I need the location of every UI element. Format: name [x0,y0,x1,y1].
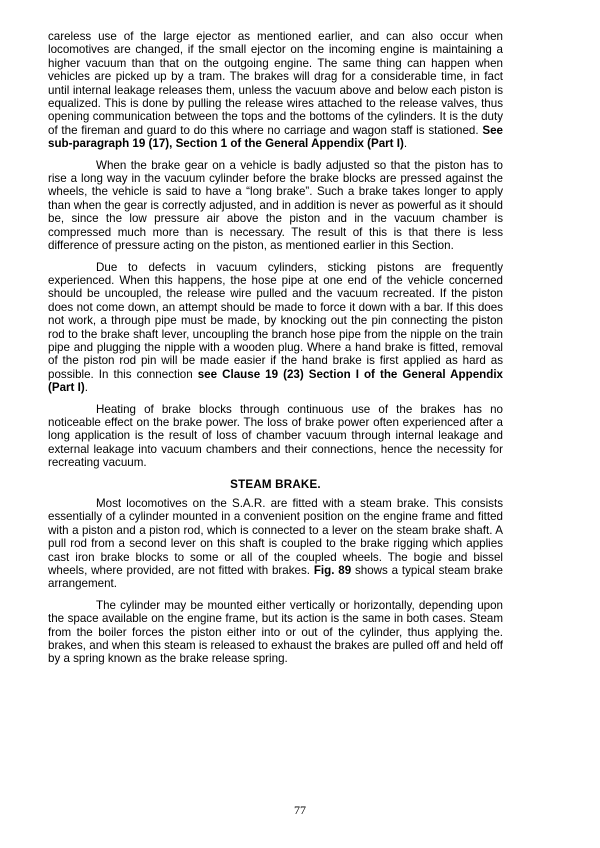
paragraph-steam-brake-intro [48,497,503,591]
paragraph-tail: . [403,137,408,151]
figure-reference: Fig. 89 [313,564,352,578]
paragraph-vacuum-ejector [48,30,503,151]
paragraph-text: Most locomotives on the S.A.R. are fitted with a steam brake. This consists essentially of a cylinder mounted in a convenient position on the engine frame and fitted with a piston and a piston rod, which is connected to a lever on the steam brake shaft. A pull rod from a second lever on this shaft is coupled to the brake rigging which applies cast iron brake blocks to some or all of the coupled wheels. The bogie and bissel wheels, where provided, are not fitted with brakes. [48,497,503,578]
page-number: 77 [294,803,306,817]
paragraph-text: careless use of the large ejector as mentioned earlier, and can also occur when locomotives are changed, if the small ejector on the incoming engine is maintaining a higher vacuum than that on the outgoing engine. The same thing can happen when vehicles are picked up by a tram. The brakes will drag for a considerable time, in fact until internal leakage releases them, unless the vacuum above and below each piston is equalized. This is done by pulling the release wires attached to the release valves, thus opening communication between the tops and the bottoms of the cylinders. It is the duty of the fireman and guard to do this where no carriage and wagon staff is stationed. [48,30,503,137]
reference-link: see Clause 19 (23) Section I of the General Appendix (Part I) [48,367,504,395]
reference-link: See sub-paragraph 19 (17), Section 1 of the General Appendix (Part I) [48,123,503,151]
paragraph-heating-blocks [48,403,503,470]
paragraph-tail: . [84,381,88,395]
paragraph-sticking-pistons [48,261,503,395]
paragraph-text: Due to defects in vacuum cylinders, sticking pistons are frequently experienced. When this happens, the hose pipe at one end of the vehicle concerned should be uncoupled, the release wire pulled and the vacuum recreated. If the piston does not come down, an attempt should be made to force it down with a bar. If this does not work, a through pipe must be made, by knocking out the pin connecting the piston rod to the brake shaft lever, uncoupling the branch hose pipe from the nipple on the train pipe and plugging the nipple with a wooden plug. Where a hand brake is fitted, removal of the piston rod pin will be made easier if the hand brake is first applied as hard as possible. In this connection [48,260,503,381]
paragraph-text: The cylinder may be mounted either vertically or horizontally, depending upon the space available on the engine frame, but its action is the same in both cases. Steam from the boiler forces the piston either into or out of the cylinder, thus applying the. brakes, and when this steam is released to exhaust the brakes are pulled off and held off by a spring known as the brake release spring. [48,598,503,666]
paragraph-cylinder-mounting [48,599,503,666]
document-page [48,30,503,674]
paragraph-text: When the brake gear on a vehicle is badly adjusted so that the piston has to rise a long way in the vacuum cylinder before the brake blocks are pressed against the wheels, the vehicle is said to have a “long brake”. Such a brake takes longer to apply than when the gear is correctly adjusted, and in addition is never as powerful as it should be, since the low pressure air above the piston and in the vacuum chamber is compressed much more than is necessary. The result of this is that there is less difference of pressure acting on the piston, as mentioned earlier in this Section. [48,158,503,253]
paragraph-tail: shows a typical steam brake arrangement. [48,564,503,591]
section-heading: STEAM BRAKE. [230,477,321,491]
paragraph-text: Heating of brake blocks through continuous use of the brakes has no noticeable effect on the brake power. The loss of brake power often experienced after a long application is the result of loss of chamber vacuum through internal leakage and external leakage into vacuum chambers and their connections, hence the necessity for recreating vacuum. [48,402,503,470]
paragraph-long-brake [48,159,503,253]
